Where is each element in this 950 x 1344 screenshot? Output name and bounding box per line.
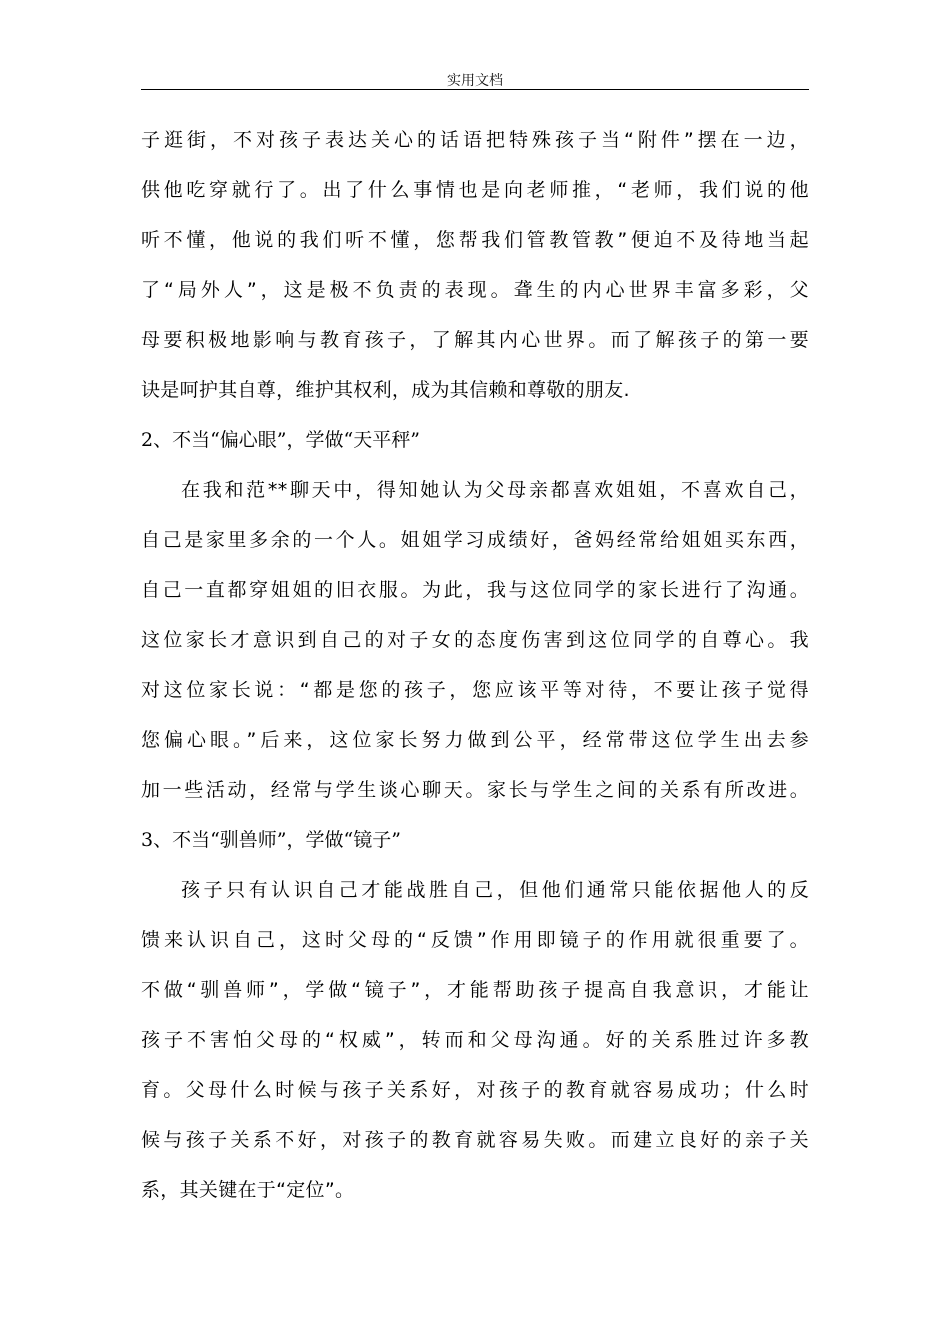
- paragraph-line: 候与孩子关系不好，对孩子的教育就容易失败。而建立良好的亲子关: [141, 1129, 809, 1151]
- paragraph-line: 孩子不害怕父母的“权威”，转而和父母沟通。好的关系胜过许多教: [141, 1029, 809, 1051]
- paragraph-line: 供他吃穿就行了。出了什么事情也是向老师推，“老师，我们说的他: [141, 179, 809, 201]
- paragraph-line: 自己是家里多余的一个人。姐姐学习成绩好，爸妈经常给姐姐买东西，: [141, 529, 809, 551]
- paragraph-line: 了“局外人”，这是极不负责的表现。聋生的内心世界丰富多彩，父: [141, 279, 809, 301]
- paragraph-line: 孩子只有认识自己才能战胜自己，但他们通常只能依据他人的反: [181, 879, 809, 901]
- paragraph-line: 听不懂，他说的我们听不懂，您帮我们管教管教”便迫不及待地当起: [141, 229, 809, 251]
- paragraph-line: 育。父母什么时候与孩子关系好，对孩子的教育就容易成功；什么时: [141, 1079, 809, 1101]
- document-body: [141, 115, 809, 1215]
- paragraph-line: 在我和范**聊天中，得知她认为父母亲都喜欢姐姐，不喜欢自己，: [181, 479, 809, 501]
- section-heading-3: 3、不当“驯兽师”，学做“镜子”: [141, 829, 401, 851]
- paragraph-line: 馈来认识自己，这时父母的“反馈”作用即镜子的作用就很重要了。: [141, 929, 809, 951]
- paragraph-line: 这位家长才意识到自己的对子女的态度伤害到这位同学的自尊心。我: [141, 629, 809, 651]
- paragraph-1: [141, 115, 809, 415]
- paragraph-line: 不做“驯兽师”，学做“镜子”，才能帮助孩子提高自我意识，才能让: [141, 979, 809, 1001]
- page-header-title: 实用文档: [447, 73, 503, 89]
- paragraph-line: 您偏心眼。”后来，这位家长努力做到公平，经常带这位学生出去参: [141, 729, 809, 751]
- header-divider: [141, 89, 809, 90]
- paragraph-line: 自己一直都穿姐姐的旧衣服。为此，我与这位同学的家长进行了沟通。: [141, 579, 809, 601]
- paragraph-line: 母要积极地影响与教育孩子，了解其内心世界。而了解孩子的第一要: [141, 329, 809, 351]
- paragraph-line: 加一些活动，经常与学生谈心聊天。家长与学生之间的关系有所改进。: [141, 779, 809, 801]
- paragraph-line: 子逛街，不对孩子表达关心的话语把特殊孩子当“附件”摆在一边，: [141, 129, 809, 151]
- paragraph-2: [141, 465, 809, 815]
- section-heading-2: 2、不当“偏心眼”，学做“天平秤”: [141, 429, 420, 451]
- paragraph-line: 系，其关键在于“定位”。: [141, 1179, 355, 1201]
- paragraph-line: 诀是呵护其自尊，维护其权利，成为其信赖和尊敬的朋友.: [141, 379, 630, 401]
- paragraph-line: 对这位家长说：“都是您的孩子，您应该平等对待，不要让孩子觉得: [141, 679, 809, 701]
- paragraph-3: [141, 865, 809, 1215]
